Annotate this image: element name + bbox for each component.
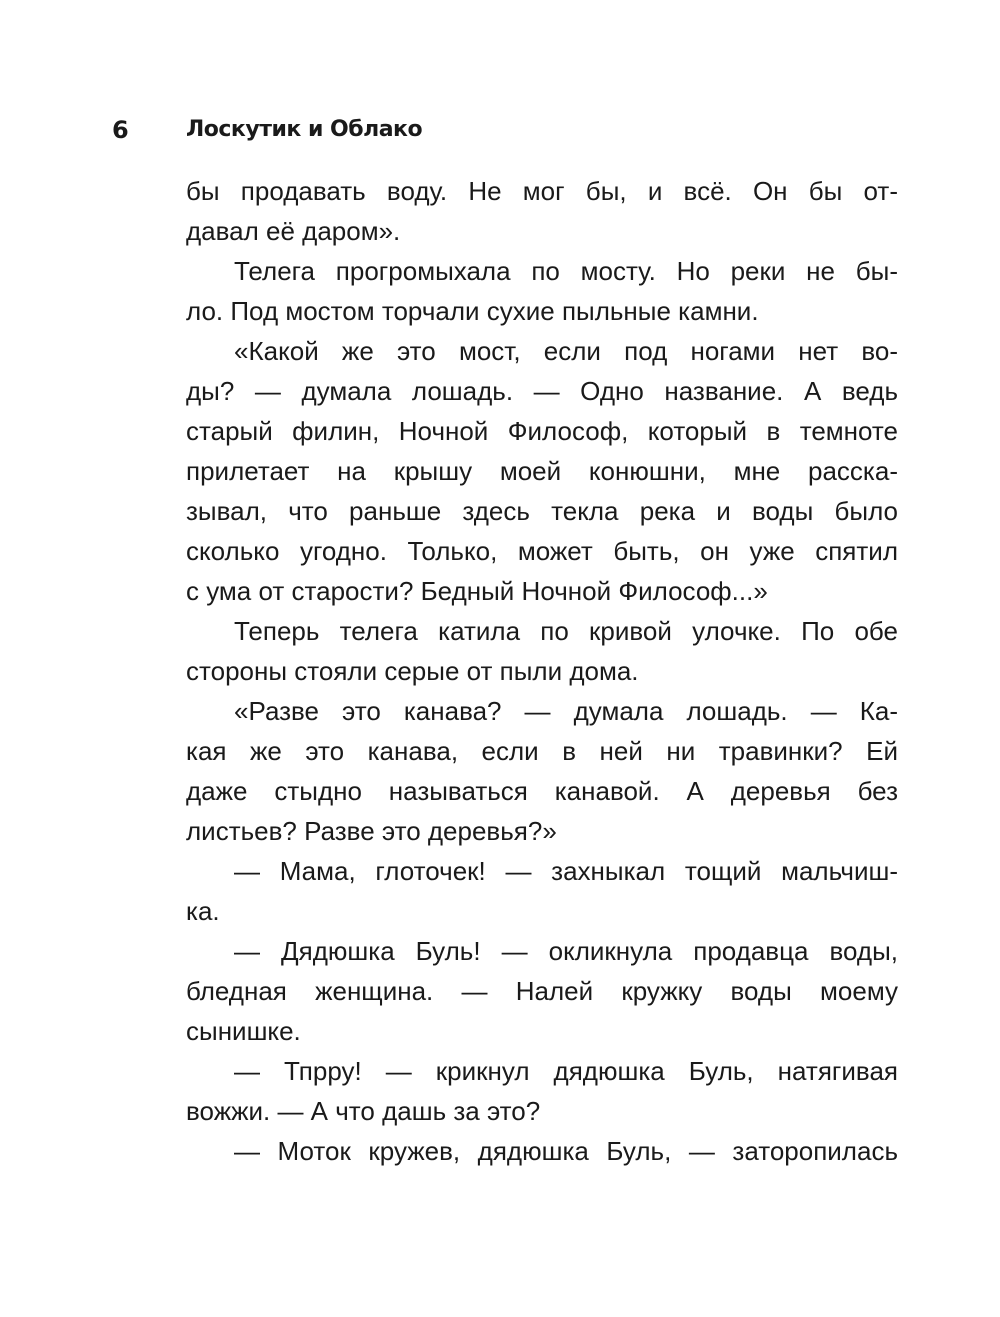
text-line: Телега прогромыхала по мосту. Но реки не бы- [234, 256, 898, 286]
text-line: — Моток кружев, дядюшка Буль, — заторопилась [234, 1136, 898, 1166]
text-line: с ума от старости? Бедный Ночной Философ...» [186, 576, 768, 606]
text-line: старый филин, Ночной Философ, который в темноте [186, 416, 898, 446]
text-line: бледная женщина. — Налей кружку воды моему [186, 976, 898, 1006]
text-line: кая же это канава, если в ней ни травинки? Ей [186, 736, 898, 766]
text-line: сколько угодно. Только, может быть, он уже спятил [186, 536, 898, 566]
text-line: бы продавать воду. Не мог бы, и всё. Он бы от- [186, 176, 898, 206]
text-line: прилетает на крышу моей конюшни, мне расска- [186, 456, 898, 486]
text-line: давал её даром». [186, 216, 401, 246]
text-line: — Тпрру! — крикнул дядюшка Буль, натягивая [234, 1056, 898, 1086]
text-line: листьев? Разве это деревья?» [186, 816, 557, 846]
running-title: Лоскутик и Облако [186, 117, 423, 142]
text-line: ды? — думала лошадь. — Одно название. А ведь [186, 376, 898, 406]
text-line: стороны стояли серые от пыли дома. [186, 656, 639, 686]
text-line: ло. Под мостом торчали сухие пыльные камни. [186, 296, 759, 326]
text-line: сынишке. [186, 1016, 301, 1046]
text-line: — Дядюшка Буль! — окликнула продавца воды, [234, 936, 898, 966]
text-line: вожжи. — А что дашь за это? [186, 1096, 541, 1126]
text-line: «Разве это канава? — думала лошадь. — Ка- [234, 696, 898, 726]
text-line: зывал, что раньше здесь текла река и воды было [186, 496, 898, 526]
text-line: «Какой же это мост, если под ногами нет во- [234, 336, 898, 366]
text-line: даже стыдно называться канавой. А деревья без [186, 776, 898, 806]
text-line: Теперь телега катила по кривой улочке. По обе [234, 616, 898, 646]
text-line: — Мама, глоточек! — захныкал тощий мальчиш- [234, 856, 898, 886]
body-text [186, 171, 898, 1171]
page-number: 6 [112, 116, 129, 144]
text-line: ка. [186, 896, 220, 926]
